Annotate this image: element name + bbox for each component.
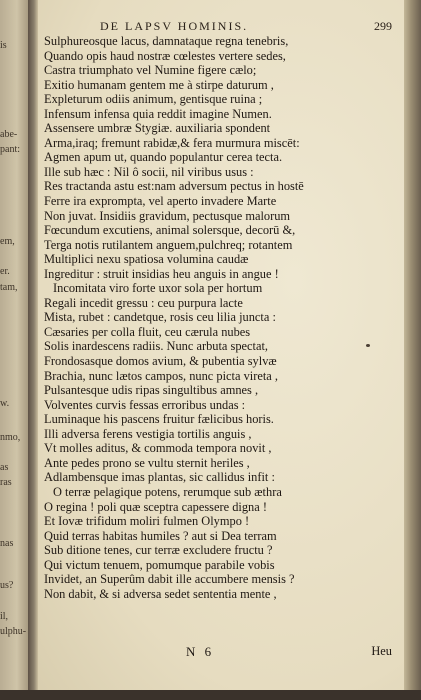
verse-line: Agmen apum ut, quando populantur cerea tecta. — [44, 150, 283, 165]
verse-line: Mista, rubet : candetque, rosis ceu lilia juncta : — [44, 310, 276, 325]
verse-line: Frondosasque domos avium, & pubentia sylvæ — [44, 354, 277, 369]
verse-line: Ingreditur : struit insidias heu anguis in angue ! — [44, 266, 279, 281]
verse-line: Pulsantesque udis ripas singultibus amnes , — [44, 383, 259, 398]
verse-line: Fœcundum excutiens, animal solersque, decorū &, — [44, 223, 296, 238]
verse-line: Res tractanda astu est:nam adversum pectus in hostē — [44, 179, 304, 194]
margin-fragment: abe- — [0, 129, 18, 140]
verse-line: Illi adversa ferens vestigia tortilis anguis , — [44, 426, 252, 441]
book-gutter — [28, 0, 38, 700]
verse-line: Vt molles aditus, & commoda tempora novit , — [44, 441, 272, 456]
margin-fragment: ulphu- — [0, 626, 27, 637]
verse-line: Invidet, an Superûm dabit ille accumbere mensis ? — [44, 572, 295, 587]
margin-fragment: us? — [0, 580, 14, 591]
verse-line: Solis inardescens radiis. Nunc arbuta spectat, — [44, 339, 268, 354]
page-number: 299 — [374, 19, 392, 33]
verse-line: Volventes curvis fessas erroribus undas : — [44, 397, 246, 412]
verse-line: Expleturum odiis animum, gentisque ruina ; — [44, 92, 263, 107]
verse-line: O terræ pelagique potens, rerumque sub æthra — [53, 484, 282, 499]
ink-speck — [366, 344, 370, 347]
verse-line: Terga notis rutilantem anguem,pulchreq; rotantem — [44, 237, 293, 252]
margin-fragment: is — [0, 40, 7, 51]
verse-line: Cæsaries per colla fluit, ceu cærula nubes — [44, 324, 251, 339]
margin-fragment: nas — [0, 538, 14, 549]
verse-line: Sulphureosque lacus, damnataque regna tenebris, — [44, 34, 289, 48]
running-head: DE LAPSV HOMINIS. — [100, 19, 249, 33]
margin-fragment: pant: — [0, 144, 20, 155]
margin-fragment: w. — [0, 398, 10, 409]
verse-line: Sub ditione tenes, cur terræ excludere fructu ? — [44, 543, 273, 558]
verse-line: Ante pedes prono se vultu sternit heriles , — [44, 455, 250, 470]
verse-line: Quando opis haud nostræ cœlestes vertere sedes, — [44, 48, 286, 63]
verse-line: Multiplici nexu spatiosa volumina caudæ — [44, 252, 249, 267]
catchword: Heu — [371, 644, 392, 658]
verse-line: Ille sub hæc : Nil ô socii, nil viribus usus : — [44, 164, 254, 179]
scan-bottom-edge — [0, 690, 421, 700]
signature-mark: N 6 — [186, 644, 215, 659]
verse-line: Castra triumphato vel Numine figere cælo; — [44, 63, 257, 78]
verse-line: Incomitata viro forte uxor sola per hortum — [53, 281, 263, 296]
margin-fragment: em, — [0, 236, 15, 247]
verse-line: Exitio humanam gentem me à stirpe daturum , — [44, 77, 274, 92]
page-footer — [46, 644, 392, 660]
verse-line: Assensere umbræ Stygiæ. auxiliaria spondent — [44, 121, 271, 136]
verse-line: Adlambensque imas plantas, sic callidus infit : — [44, 470, 275, 485]
margin-fragment: er. — [0, 266, 10, 277]
page-edge — [404, 0, 421, 700]
verse-line: Regali incedit gressu : ceu purpura lacte — [44, 295, 243, 310]
verse-line: Luminaque his pascens fruitur fælicibus horis. — [44, 412, 274, 427]
previous-page-edge — [0, 0, 28, 700]
margin-fragment: il, — [0, 611, 9, 622]
margin-fragment: nmo, — [0, 432, 21, 443]
verse-line: Quid terras habitas humiles ? aut si Dea terram — [44, 528, 277, 543]
margin-fragment: tam, — [0, 282, 18, 293]
margin-fragment: as — [0, 462, 9, 473]
verse-line: Arma,iraq; fremunt rabidæ,& fera murmura miscēt: — [44, 135, 300, 150]
verse-line: Non dabit, & si adversa sedet sententia mente , — [44, 586, 277, 601]
verse-line: Qui victum tenuem, pomumque parabile vobis — [44, 557, 275, 572]
verse-line: O regina ! poli quæ sceptra capessere digna ! — [44, 499, 267, 514]
verse-line: Et Iovæ trifidum moliri fulmen Olympo ! — [44, 514, 250, 529]
verse-line: Brachia, nunc lætos campos, nunc picta vireta , — [44, 368, 278, 383]
verse-line: Infensum infensa quia reddit imagine Numen. — [44, 106, 272, 121]
page-header — [46, 19, 392, 33]
verse-line: Non juvat. Insidiis gravidum, pectusque malorum — [44, 208, 291, 223]
verse-text — [44, 34, 400, 601]
margin-fragment: ras — [0, 477, 12, 488]
verse-line: Ferre ira exprompta, vel aperto invadere Marte — [44, 194, 277, 209]
